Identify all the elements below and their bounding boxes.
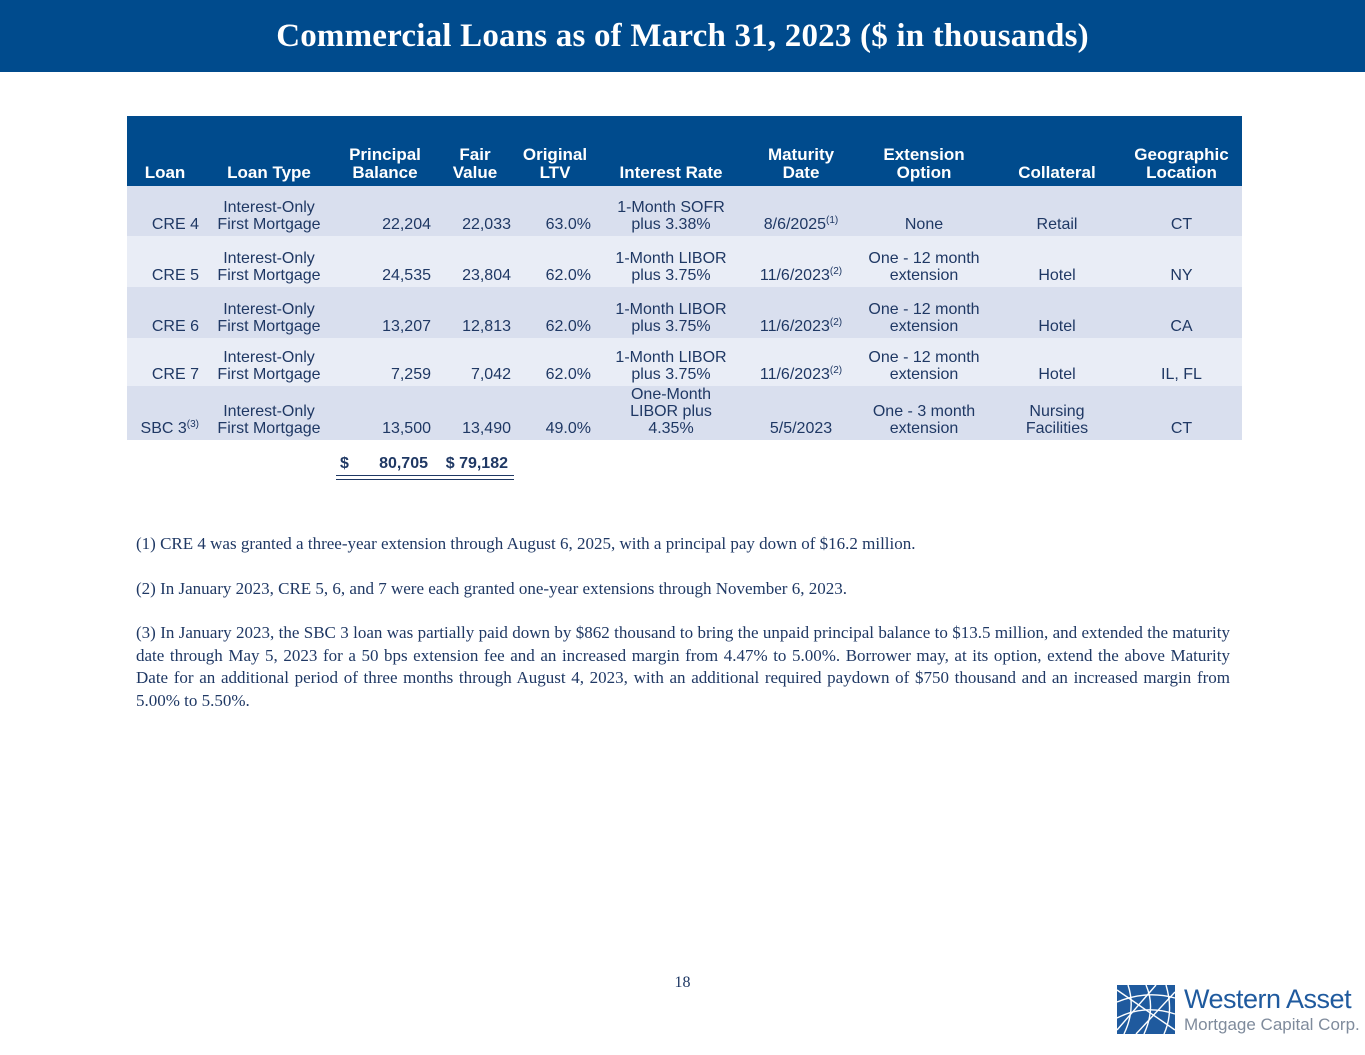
cell-line: One - 12 month [868, 349, 980, 366]
cell-line: First Mortgage [217, 267, 321, 284]
maturity-date: 11/6/2023 [759, 318, 830, 335]
cell-line: Location [1146, 163, 1217, 182]
column-header [1121, 116, 1242, 186]
column-header [335, 116, 435, 186]
table-row [127, 338, 1242, 386]
loan-cell [127, 338, 203, 386]
extension-option-cell [855, 386, 993, 440]
footnotes [136, 533, 1230, 734]
loan-id: CRE 7 [151, 366, 199, 383]
logo-name: Western Asset [1184, 984, 1352, 1014]
maturity-date: 8/6/2025 [763, 216, 827, 233]
cell-line: extension [889, 318, 959, 335]
loan-type-cell [203, 236, 335, 287]
table-header-row [127, 116, 1242, 186]
table-row [127, 186, 1242, 236]
footnote-2: (2) In January 2023, CRE 5, 6, and 7 were each granted one-year extensions through November 6, 2023. [136, 578, 847, 598]
cell-line: One - 3 month [872, 403, 976, 420]
cell-line: One - 12 month [868, 301, 980, 318]
page-title: Commercial Loans as of March 31, 2023 ($ in thousands) [276, 17, 1089, 54]
cell-line: 4.35% [648, 420, 694, 437]
maturity-date-cell [747, 287, 855, 338]
cell-line: Hotel [1038, 318, 1076, 335]
column-header [855, 116, 993, 186]
cell-line: Retail [1036, 216, 1078, 233]
principal-balance-cell: 24,535 [335, 236, 435, 287]
footnote-1: (1) CRE 4 was granted a three-year extension through August 6, 2025, with a principal pay down of $16.2 million. [136, 534, 916, 553]
column-header [435, 116, 515, 186]
cell-line: plus 3.75% [631, 366, 711, 383]
cell-line: None [904, 216, 944, 233]
collateral-cell [993, 287, 1121, 338]
cell-line: Loan [144, 163, 186, 182]
maturity-date-cell [747, 338, 855, 386]
column-header [127, 116, 203, 186]
footnote-3: (3) In January 2023, the SBC 3 loan was partially paid down by $862 thousand to bring the unpaid principal balance to $13.5 million, and extended the maturity date through May 5, 2023 for a 50 bps extension fee and an increased margin from 4.47% to 5.00%. Borrower may, at its option, extend the above Maturity Date for an additional period of three months through August 4, 2023, with an additional required paydown of $750 thousand and an increased margin from 5.00% to 5.50%. [136, 623, 1230, 710]
column-header [747, 116, 855, 186]
loan-id: CRE 4 [151, 216, 199, 233]
fair-value-cell: 7,042 [435, 338, 515, 386]
cell-line: 1-Month LIBOR [615, 349, 727, 366]
collateral-cell [993, 338, 1121, 386]
cell-line: Geographic [1134, 145, 1229, 164]
cell-line: First Mortgage [217, 366, 321, 383]
cell-line: Extension [883, 145, 965, 164]
collateral-cell [993, 236, 1121, 287]
collateral-cell [993, 186, 1121, 236]
maturity-date: 5/5/2023 [769, 420, 833, 437]
cell-line: Nursing [1029, 403, 1085, 420]
cell-line: Value [452, 163, 498, 182]
extension-option-cell [855, 186, 993, 236]
cell-line: 1-Month LIBOR [615, 301, 727, 318]
cell-line: Interest-Only [223, 403, 315, 420]
loan-footnote-ref: (3) [186, 419, 199, 430]
interest-rate-cell [595, 338, 747, 386]
cell-line: Fair [459, 145, 491, 164]
cell-line: extension [889, 366, 959, 383]
maturity-date-cell [747, 386, 855, 440]
cell-line: Interest Rate [619, 163, 723, 182]
cell-line: Collateral [1018, 163, 1096, 182]
loan-cell [127, 287, 203, 338]
geographic-location-cell: IL, FL [1121, 338, 1242, 386]
table-body [127, 186, 1242, 440]
title-bar [0, 0, 1365, 72]
cell-line: plus 3.38% [631, 216, 711, 233]
cell-line: plus 3.75% [631, 267, 711, 284]
loan-id: CRE 5 [151, 267, 199, 284]
fair-value-cell: 22,033 [435, 186, 515, 236]
maturity-footnote-ref: (2) [829, 317, 843, 328]
original-ltv-cell: 62.0% [515, 338, 595, 386]
loan-cell [127, 186, 203, 236]
original-ltv-cell: 62.0% [515, 287, 595, 338]
cell-line: LIBOR plus [630, 403, 712, 420]
cell-line: One - 12 month [868, 250, 980, 267]
table-row [127, 236, 1242, 287]
logo-subtitle: Mortgage Capital Corp. [1184, 1015, 1360, 1034]
cell-line: Loan Type [227, 163, 311, 182]
loan-cell [127, 386, 203, 440]
maturity-footnote-ref: (2) [829, 266, 843, 277]
cell-line: plus 3.75% [631, 318, 711, 335]
fair-value-cell: 13,490 [435, 386, 515, 440]
commercial-loans-table [127, 116, 1242, 440]
loan-type-cell [203, 186, 335, 236]
fair-value-cell: 12,813 [435, 287, 515, 338]
maturity-date: 11/6/2023 [759, 366, 830, 383]
total-underline-bottom [336, 479, 514, 480]
cell-line: Option [896, 163, 952, 182]
interest-rate-cell [595, 386, 747, 440]
cell-line: Hotel [1038, 267, 1076, 284]
cell-line: 1-Month LIBOR [615, 250, 727, 267]
cell-line: First Mortgage [217, 216, 321, 233]
loan-id: CRE 6 [151, 318, 199, 335]
interest-rate-cell [595, 236, 747, 287]
maturity-footnote-ref: (2) [829, 365, 843, 376]
logo-globe-icon [1116, 984, 1178, 1036]
cell-line: Original [522, 145, 588, 164]
fair-value-cell: 23,804 [435, 236, 515, 287]
cell-line: First Mortgage [217, 420, 321, 437]
maturity-date-cell [747, 236, 855, 287]
cell-line: extension [889, 420, 959, 437]
maturity-date: 11/6/2023 [759, 267, 830, 284]
table-row [127, 386, 1242, 440]
principal-balance-cell: 7,259 [335, 338, 435, 386]
loan-cell [127, 236, 203, 287]
column-header [515, 116, 595, 186]
cell-line: One-Month [630, 386, 712, 403]
original-ltv-cell: 49.0% [515, 386, 595, 440]
extension-option-cell [855, 338, 993, 386]
cell-line: First Mortgage [217, 318, 321, 335]
extension-option-cell [855, 236, 993, 287]
page-number: 18 [674, 974, 691, 991]
principal-balance-cell: 13,500 [335, 386, 435, 440]
cell-line: extension [889, 267, 959, 284]
geographic-location-cell: CT [1121, 386, 1242, 440]
maturity-date-cell [747, 186, 855, 236]
interest-rate-cell [595, 186, 747, 236]
total-principal-balance: 80,705 [379, 455, 428, 472]
cell-line: Interest-Only [223, 301, 315, 318]
loan-type-cell [203, 386, 335, 440]
cell-line: Interest-Only [223, 250, 315, 267]
cell-line: 1-Month SOFR [617, 199, 725, 216]
column-header [203, 116, 335, 186]
cell-line: Balance [352, 163, 418, 182]
interest-rate-cell [595, 287, 747, 338]
original-ltv-cell: 62.0% [515, 236, 595, 287]
cell-line: Principal [349, 145, 421, 164]
table-row [127, 287, 1242, 338]
collateral-cell [993, 386, 1121, 440]
cell-line: LTV [539, 163, 571, 182]
cell-line: Interest-Only [223, 199, 315, 216]
principal-balance-cell: 13,207 [335, 287, 435, 338]
column-header [993, 116, 1121, 186]
total-currency-symbol: $ [340, 455, 349, 472]
maturity-footnote-ref: (1) [826, 215, 839, 226]
geographic-location-cell: CT [1121, 186, 1242, 236]
loan-type-cell [203, 338, 335, 386]
cell-line: Maturity [767, 145, 835, 164]
cell-line: Interest-Only [223, 349, 315, 366]
cell-line: Date [782, 163, 820, 182]
geographic-location-cell: CA [1121, 287, 1242, 338]
total-underline-top [336, 475, 514, 476]
geographic-location-cell: NY [1121, 236, 1242, 287]
principal-balance-cell: 22,204 [335, 186, 435, 236]
loan-id: SBC 3 [140, 420, 187, 437]
column-header [595, 116, 747, 186]
original-ltv-cell: 63.0% [515, 186, 595, 236]
loan-type-cell [203, 287, 335, 338]
extension-option-cell [855, 287, 993, 338]
cell-line: Hotel [1038, 366, 1076, 383]
cell-line: Facilities [1025, 420, 1089, 437]
total-fair-value: $ 79,182 [445, 455, 508, 472]
company-logo [1116, 984, 1360, 1036]
